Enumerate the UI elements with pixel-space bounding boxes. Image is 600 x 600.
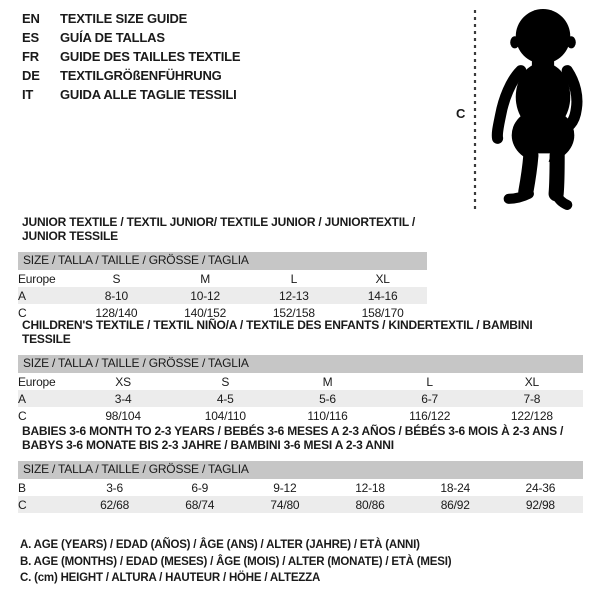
language-row: [22, 66, 240, 85]
value-cell: S: [221, 374, 230, 389]
value-cell: L: [290, 271, 298, 286]
value-cell: 122/128: [510, 408, 553, 423]
language-row: [22, 47, 240, 66]
row-label-cell: A: [18, 391, 26, 406]
value-cell: 74/80: [270, 497, 300, 512]
value-cell: 62/68: [100, 497, 130, 512]
size-header-bar: SIZE / TALLA / TAILLE / GRÖSSE / TAGLIA: [18, 252, 427, 270]
value-cell: 5-6: [319, 391, 336, 406]
value-cell: 3-4: [114, 391, 132, 406]
value-cell: 24-36: [525, 480, 556, 495]
value-cell: 152/158: [272, 305, 315, 320]
language-title-list: [22, 9, 240, 104]
row-label-cell: Europe: [18, 271, 56, 286]
measurement-legend: [20, 537, 451, 587]
value-cell: L: [426, 374, 433, 389]
value-cell: 116/122: [409, 408, 451, 423]
height-measure-figure: [450, 4, 598, 216]
table-row: [18, 407, 583, 424]
value-cell: 7-8: [523, 391, 541, 406]
value-cell: 68/74: [185, 497, 215, 512]
junior-size-table: [18, 270, 427, 321]
value-cell: 10-12: [190, 288, 220, 303]
value-cell: 12-13: [279, 288, 309, 303]
babies-size-table: [18, 479, 583, 513]
language-row: [22, 9, 240, 28]
guide-title: TEXTILGRÖßENFÜHRUNG: [60, 68, 222, 83]
value-cell: M: [200, 271, 211, 286]
value-cell: 158/170: [361, 305, 404, 320]
guide-title: GUIDE DES TAILLES TEXTILE: [60, 49, 241, 64]
row-label-cell: C: [18, 408, 27, 423]
value-cell: 3-6: [106, 480, 123, 495]
value-cell: 98/104: [105, 408, 141, 423]
row-label-cell: B: [18, 480, 26, 495]
value-cell: 128/140: [95, 305, 138, 320]
table-row: [18, 496, 583, 513]
table-row: [18, 270, 427, 287]
language-code: FR: [22, 49, 39, 64]
language-row: [22, 85, 240, 104]
junior-textile-section: [18, 215, 427, 321]
section-title: BABIES 3-6 MONTH TO 2-3 YEARS / BEBÉS 3-6 MESES A 2-3 AÑOS / BÉBÉS 3-6 MOIS À 2-3 ANS /: [22, 424, 564, 438]
value-cell: 6-9: [191, 480, 209, 495]
value-cell: 8-10: [104, 288, 128, 303]
language-code: ES: [22, 30, 39, 45]
children-textile-section: [18, 318, 583, 424]
value-cell: 80/86: [355, 497, 385, 512]
value-cell: 140/152: [184, 305, 227, 320]
row-label-cell: C: [18, 305, 27, 320]
value-cell: XL: [524, 374, 540, 389]
size-header-bar: SIZE / TALLA / TAILLE / GRÖSSE / TAGLIA: [18, 461, 583, 479]
value-cell: XS: [115, 374, 131, 389]
value-cell: 86/92: [440, 497, 470, 512]
dashed-measure-line-icon: [472, 10, 478, 212]
table-row: [18, 373, 583, 390]
value-cell: 12-18: [355, 480, 385, 495]
size-header-bar: SIZE / TALLA / TAILLE / GRÖSSE / TAGLIA: [18, 355, 583, 373]
value-cell: 6-7: [421, 391, 439, 406]
language-code: IT: [22, 87, 34, 102]
value-cell: S: [112, 271, 121, 286]
value-cell: 14-16: [367, 288, 398, 303]
value-cell: 18-24: [440, 480, 471, 495]
row-label-cell: Europe: [18, 374, 56, 389]
language-row: [22, 28, 240, 47]
legend-line-c: C. (cm) HEIGHT / ALTURA / HAUTEUR / HÖHE / ALTEZZA: [20, 572, 321, 584]
guide-title: TEXTILE SIZE GUIDE: [60, 11, 188, 26]
table-row: [18, 390, 583, 407]
section-title: JUNIOR TEXTILE / TEXTIL JUNIOR/ TEXTILE JUNIOR / JUNIORTEXTIL / JUNIOR TESSILE: [22, 215, 416, 243]
table-row: [18, 287, 427, 304]
table-row: [18, 479, 583, 496]
value-cell: M: [322, 374, 333, 389]
language-code: EN: [22, 11, 40, 26]
toddler-silhouette-icon: [486, 4, 598, 216]
guide-title: GUÍA DE TALLAS: [60, 30, 165, 45]
row-label-cell: C: [18, 497, 27, 512]
guide-title: GUIDA ALLE TAGLIE TESSILI: [60, 87, 237, 102]
legend-line-b: B. AGE (MONTHS) / EDAD (MESES) / ÂGE (MOIS) / ALTER (MONATE) / ETÀ (MESI): [20, 555, 452, 568]
value-cell: 92/98: [525, 497, 555, 512]
section-title: CHILDREN'S TEXTILE / TEXTIL NIÑO/A / TEXTILE DES ENFANTS / KINDERTEXTIL / BAMBINI TESSILE: [22, 318, 533, 346]
row-label-cell: A: [18, 288, 26, 303]
value-cell: 9-12: [273, 480, 297, 495]
language-code: DE: [22, 68, 40, 83]
value-cell: 110/116: [307, 408, 348, 423]
measure-c-label: C: [456, 106, 466, 121]
value-cell: 4-5: [216, 391, 234, 406]
section-title-line2: BABYS 3-6 MONATE BIS 2-3 JAHRE / BAMBINI 3-6 MESI A 2-3 ANNI: [22, 438, 394, 452]
legend-line-a: A. AGE (YEARS) / EDAD (AÑOS) / ÂGE (ANS) / ALTER (JAHRE) / ETÀ (ANNI): [20, 539, 420, 551]
value-cell: 104/110: [204, 408, 246, 423]
children-size-table: [18, 373, 583, 424]
babies-textile-section: [18, 424, 583, 513]
value-cell: XL: [375, 271, 390, 286]
